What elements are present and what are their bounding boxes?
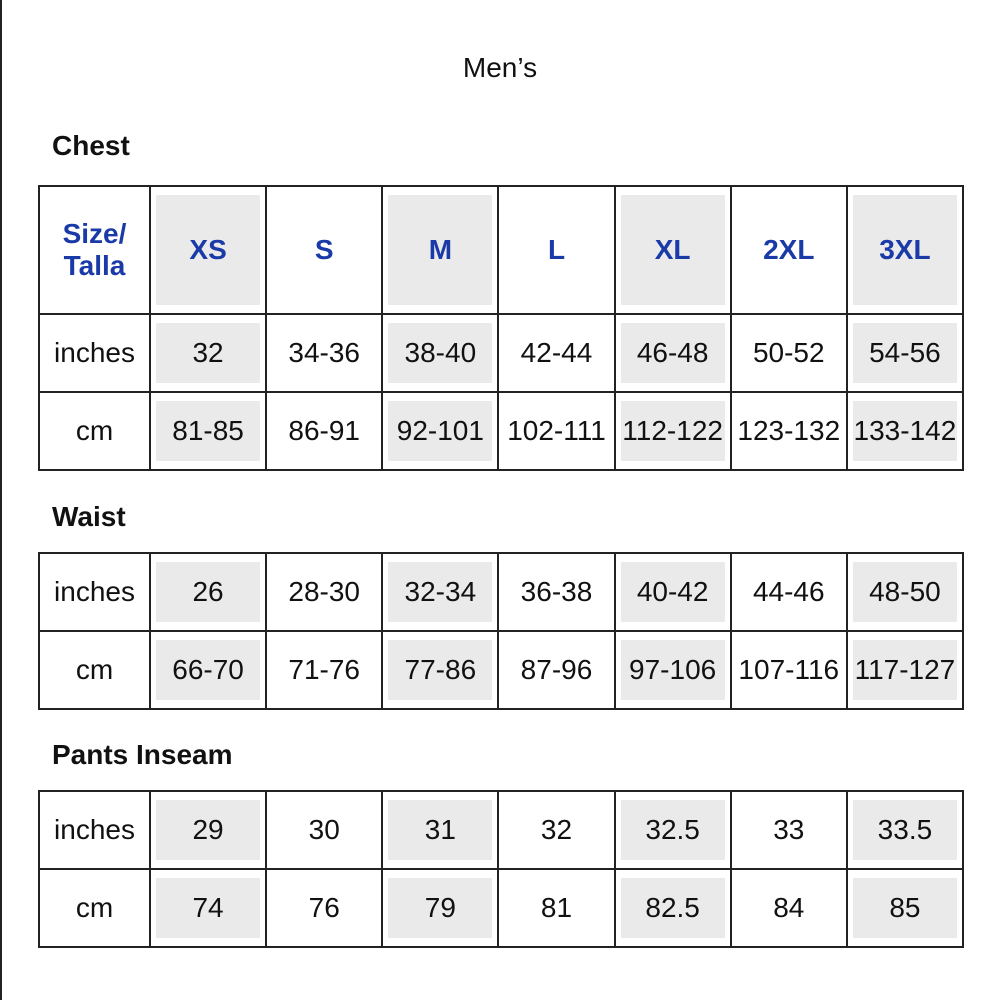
- table-cell: 133-142: [847, 392, 963, 470]
- inseam-table: [38, 790, 964, 948]
- row-label-cm: cm: [39, 631, 150, 709]
- table-cell: 87-96: [498, 631, 614, 709]
- waist-cm-row: [39, 631, 963, 709]
- table-cell: 117-127: [847, 631, 963, 709]
- table-cell: 26: [150, 553, 266, 631]
- table-cell: 112-122: [615, 392, 731, 470]
- table-cell: 32.5: [615, 791, 731, 869]
- table-cell: 54-56: [847, 314, 963, 392]
- page-title: Men’s: [462, 52, 538, 83]
- table-cell: 81: [498, 869, 614, 947]
- size-xl-header: XL: [615, 186, 731, 314]
- table-cell: 40-42: [615, 553, 731, 631]
- table-cell: 44-46: [731, 553, 847, 631]
- waist-heading: Waist: [52, 501, 126, 532]
- size-talla-label: [39, 186, 150, 314]
- table-cell: 42-44: [498, 314, 614, 392]
- table-cell: 48-50: [847, 553, 963, 631]
- inseam-cm-row: [39, 869, 963, 947]
- size-l-header: L: [498, 186, 614, 314]
- inseam-inches-row: [39, 791, 963, 869]
- table-cell: 38-40: [382, 314, 498, 392]
- row-label-cm: cm: [39, 392, 150, 470]
- size-s-header: S: [266, 186, 382, 314]
- table-cell: 30: [266, 791, 382, 869]
- table-cell: 36-38: [498, 553, 614, 631]
- table-cell: 81-85: [150, 392, 266, 470]
- inseam-heading: Pants Inseam: [52, 739, 233, 770]
- table-cell: 107-116: [731, 631, 847, 709]
- table-cell: 123-132: [731, 392, 847, 470]
- table-cell: 79: [382, 869, 498, 947]
- table-cell: 33.5: [847, 791, 963, 869]
- chest-cm-row: [39, 392, 963, 470]
- table-cell: 28-30: [266, 553, 382, 631]
- table-cell: 82.5: [615, 869, 731, 947]
- size-xs-header: XS: [150, 186, 266, 314]
- row-label-inches: inches: [39, 553, 150, 631]
- table-cell: 66-70: [150, 631, 266, 709]
- left-border-line: [0, 0, 2, 1000]
- row-label-inches: inches: [39, 314, 150, 392]
- table-cell: 46-48: [615, 314, 731, 392]
- table-cell: 71-76: [266, 631, 382, 709]
- table-cell: 74: [150, 869, 266, 947]
- table-cell: 86-91: [266, 392, 382, 470]
- table-cell: 29: [150, 791, 266, 869]
- table-cell: 32: [150, 314, 266, 392]
- table-cell: 84: [731, 869, 847, 947]
- table-cell: 85: [847, 869, 963, 947]
- waist-inches-row: [39, 553, 963, 631]
- row-label-cm: cm: [39, 869, 150, 947]
- table-cell: 97-106: [615, 631, 731, 709]
- chest-table: [38, 185, 964, 471]
- table-cell: 102-111: [498, 392, 614, 470]
- chest-size-row: [39, 186, 963, 314]
- table-cell: 32-34: [382, 553, 498, 631]
- chest-heading: Chest: [52, 130, 130, 161]
- table-cell: 32: [498, 791, 614, 869]
- size-m-header: M: [382, 186, 498, 314]
- table-cell: 76: [266, 869, 382, 947]
- chest-inches-row: [39, 314, 963, 392]
- table-cell: 50-52: [731, 314, 847, 392]
- size-2xl-header: 2XL: [731, 186, 847, 314]
- size-label-line2: Talla: [63, 250, 126, 281]
- table-cell: 34-36: [266, 314, 382, 392]
- table-cell: 31: [382, 791, 498, 869]
- table-cell: 33: [731, 791, 847, 869]
- waist-table: [38, 552, 964, 710]
- size-label-line1: Size/: [62, 217, 127, 249]
- size-3xl-header: 3XL: [847, 186, 963, 314]
- table-cell: 77-86: [382, 631, 498, 709]
- row-label-inches: inches: [39, 791, 150, 869]
- table-cell: 92-101: [382, 392, 498, 470]
